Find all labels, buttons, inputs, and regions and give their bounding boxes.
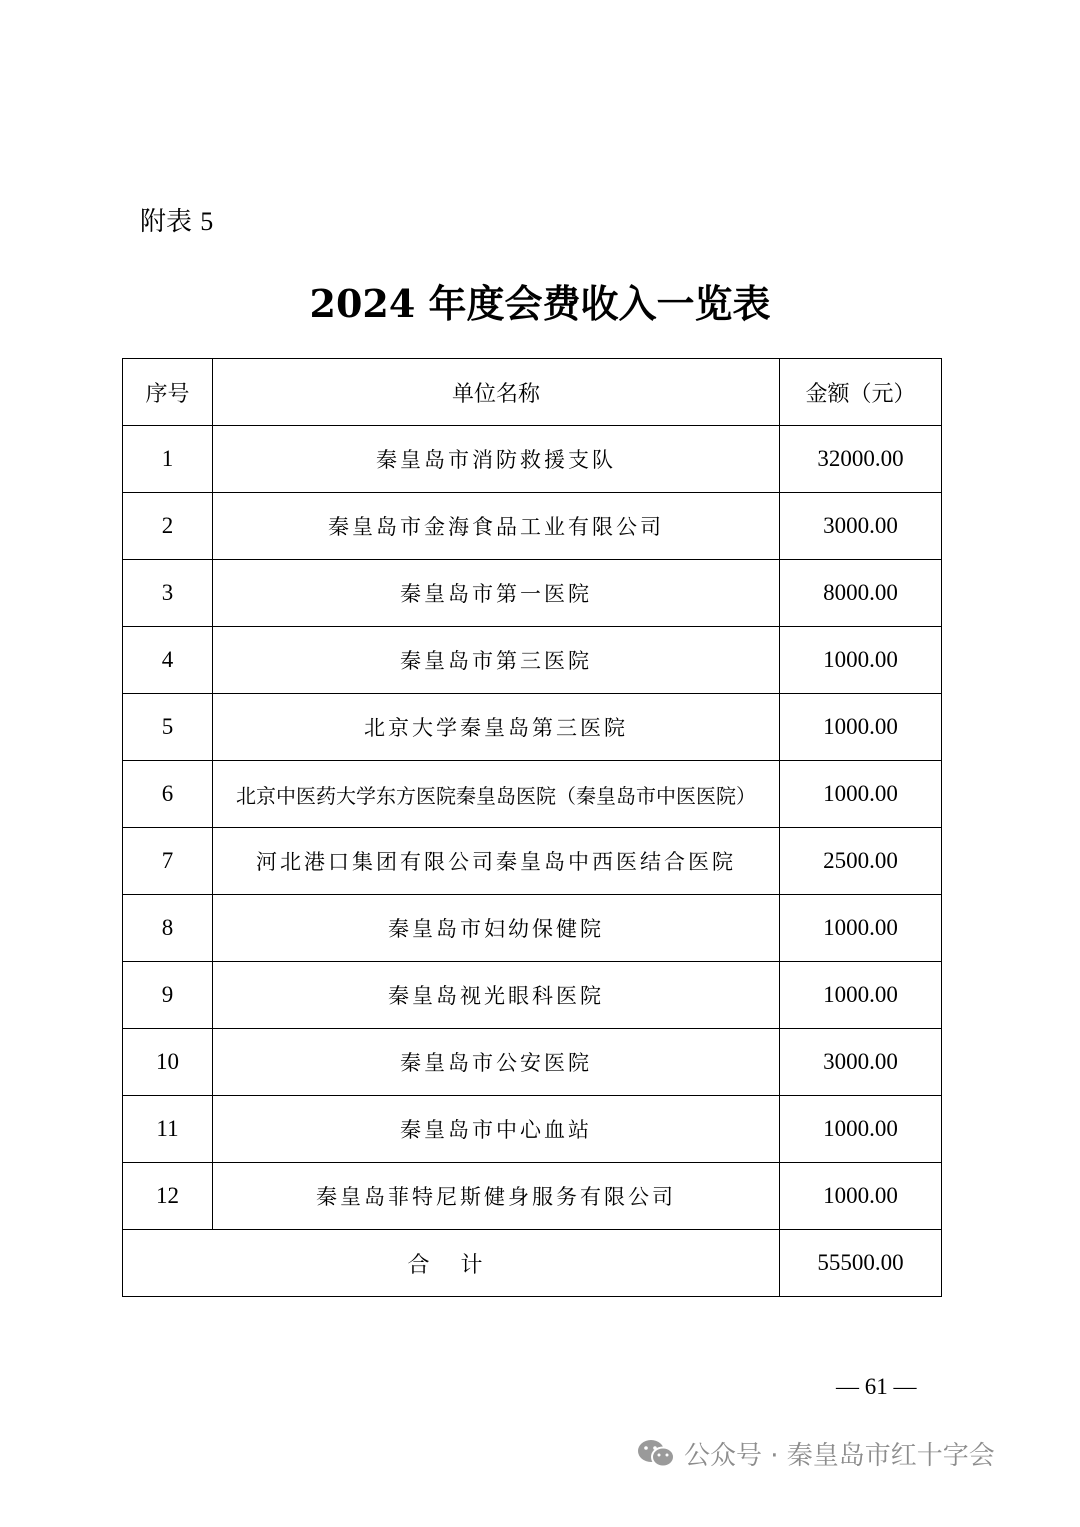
row-unit: 秦皇岛市中心血站 — [213, 1096, 780, 1163]
row-index: 1 — [123, 426, 213, 493]
row-amount: 1000.00 — [780, 962, 942, 1029]
row-index: 11 — [123, 1096, 213, 1163]
row-amount: 1000.00 — [780, 694, 942, 761]
appendix-label — [140, 202, 213, 242]
row-index: 8 — [123, 895, 213, 962]
row-index: 10 — [123, 1029, 213, 1096]
table-row — [123, 560, 942, 627]
table-row — [123, 1096, 942, 1163]
row-unit: 秦皇岛市金海食品工业有限公司 — [213, 493, 780, 560]
row-index: 7 — [123, 828, 213, 895]
table-row — [123, 694, 942, 761]
appendix-label-text: 附表 — [140, 207, 193, 237]
row-unit: 河北港口集团有限公司秦皇岛中西医结合医院 — [213, 828, 780, 895]
row-index: 4 — [123, 627, 213, 694]
row-amount: 1000.00 — [780, 1096, 942, 1163]
fee-income-table — [122, 358, 942, 1297]
row-unit: 秦皇岛视光眼科医院 — [213, 962, 780, 1029]
row-index: 9 — [123, 962, 213, 1029]
table-row — [123, 761, 942, 828]
row-index: 3 — [123, 560, 213, 627]
total-label: 合 计 — [123, 1230, 780, 1297]
table-row — [123, 426, 942, 493]
table-row — [123, 828, 942, 895]
total-amount: 55500.00 — [780, 1230, 942, 1297]
row-amount: 3000.00 — [780, 1029, 942, 1096]
row-amount: 1000.00 — [780, 1163, 942, 1230]
watermark — [636, 1435, 995, 1472]
header-unit: 单位名称 — [213, 359, 780, 426]
row-amount: 1000.00 — [780, 895, 942, 962]
appendix-number: 5 — [200, 207, 214, 236]
page-title: 2024 年度会费收入一览表 — [309, 281, 771, 326]
watermark-text: 公众号 · 秦皇岛市红十字会 — [684, 1441, 995, 1471]
total-row — [123, 1230, 942, 1297]
row-unit: 秦皇岛市妇幼保健院 — [213, 895, 780, 962]
row-index: 2 — [123, 493, 213, 560]
row-amount: 3000.00 — [780, 493, 942, 560]
row-index: 12 — [123, 1163, 213, 1230]
row-unit: 秦皇岛市第一医院 — [213, 560, 780, 627]
row-unit: 秦皇岛市第三医院 — [213, 627, 780, 694]
table-row — [123, 493, 942, 560]
header-index: 序号 — [123, 359, 213, 426]
row-unit: 秦皇岛菲特尼斯健身服务有限公司 — [213, 1163, 780, 1230]
row-unit: 秦皇岛市公安医院 — [213, 1029, 780, 1096]
table-row — [123, 1029, 942, 1096]
row-index: 6 — [123, 761, 213, 828]
row-amount: 2500.00 — [780, 828, 942, 895]
table-row — [123, 895, 942, 962]
wechat-icon — [636, 1438, 676, 1470]
row-amount: 1000.00 — [780, 761, 942, 828]
row-unit: 秦皇岛市消防救援支队 — [213, 426, 780, 493]
row-index: 5 — [123, 694, 213, 761]
row-unit: 北京大学秦皇岛第三医院 — [213, 694, 780, 761]
table-row — [123, 962, 942, 1029]
row-amount: 1000.00 — [780, 627, 942, 694]
header-amount: 金额（元） — [780, 359, 942, 426]
row-unit: 北京中医药大学东方医院秦皇岛医院（秦皇岛市中医医院） — [213, 761, 780, 828]
table-row — [123, 1163, 942, 1230]
page-number: — 61 — — [836, 1374, 917, 1399]
row-amount: 8000.00 — [780, 560, 942, 627]
table-header-row — [123, 359, 942, 426]
table-row — [123, 627, 942, 694]
row-amount: 32000.00 — [780, 426, 942, 493]
